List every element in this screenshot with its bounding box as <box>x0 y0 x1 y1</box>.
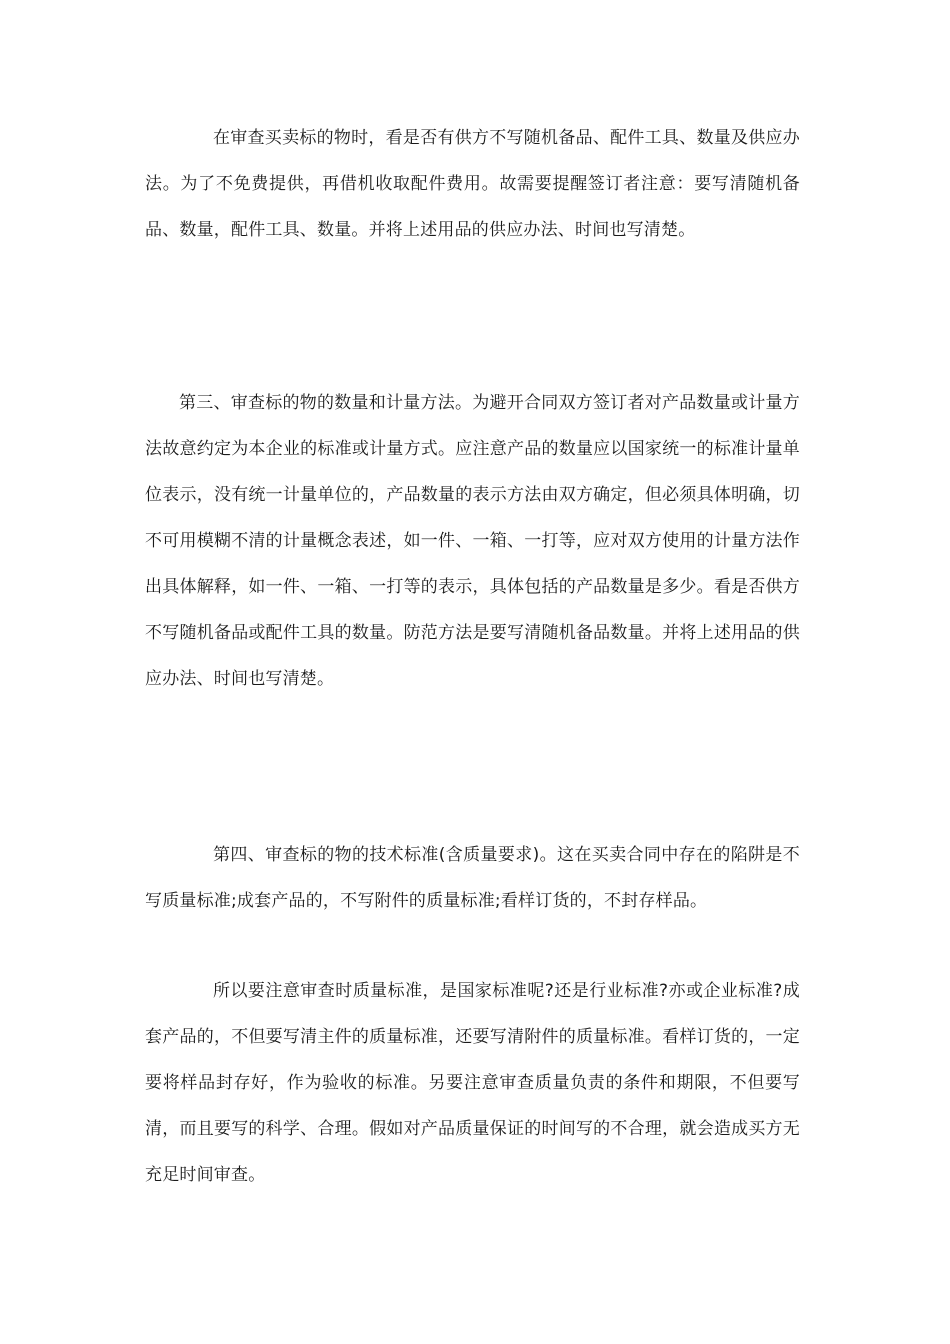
paragraph-quantity-measurement: 第三、审查标的物的数量和计量方法。为避开合同双方签订者对产品数量或计量方法故意约定为本企业的标准或计量方式。应注意产品的数量应以国家统一的标准计量单位表示，没有统一计量单位的，产品数量的表示方法由双方确定，但必须具体明确，切不可用模糊不清的计量概念表述，如一件、一箱、一打等，应对双方使用的计量方法作出具体解释，如一件、一箱、一打等的表示，具体包括的产品数量是多少。看是否供方不写随机备品或配件工具的数量。防范方法是要写清随机备品数量。并将上述用品的供应办法、时间也写清楚。 <box>145 393 800 689</box>
paragraph-quality-standard-review: 所以要注意审查时质量标准，是国家标准呢?还是行业标准?亦或企业标准?成套产品的，不但要写清主件的质量标准，还要写清附件的质量标准。看样订货的，一定要将样品封存好，作为验收的标准。另要注意审查质量负责的条件和期限，不但要写清，而且要写的科学、合理。假如对产品质量保证的时间写的不合理，就会造成买方无充足时间审查。 <box>145 981 800 1185</box>
paragraph-technical-standard: 第四、审查标的物的技术标准(含质量要求)。这在买卖合同中存在的陷阱是不写质量标准;成套产品的，不写附件的质量标准;看样订货的，不封存样品。 <box>145 845 800 911</box>
paragraph-spare-parts: 在审查买卖标的物时，看是否有供方不写随机备品、配件工具、数量及供应办法。为了不免费提供，再借机收取配件费用。故需要提醒签订者注意：要写清随机备品、数量，配件工具、数量。并将上述用品的供应办法、时间也写清楚。 <box>145 128 800 240</box>
